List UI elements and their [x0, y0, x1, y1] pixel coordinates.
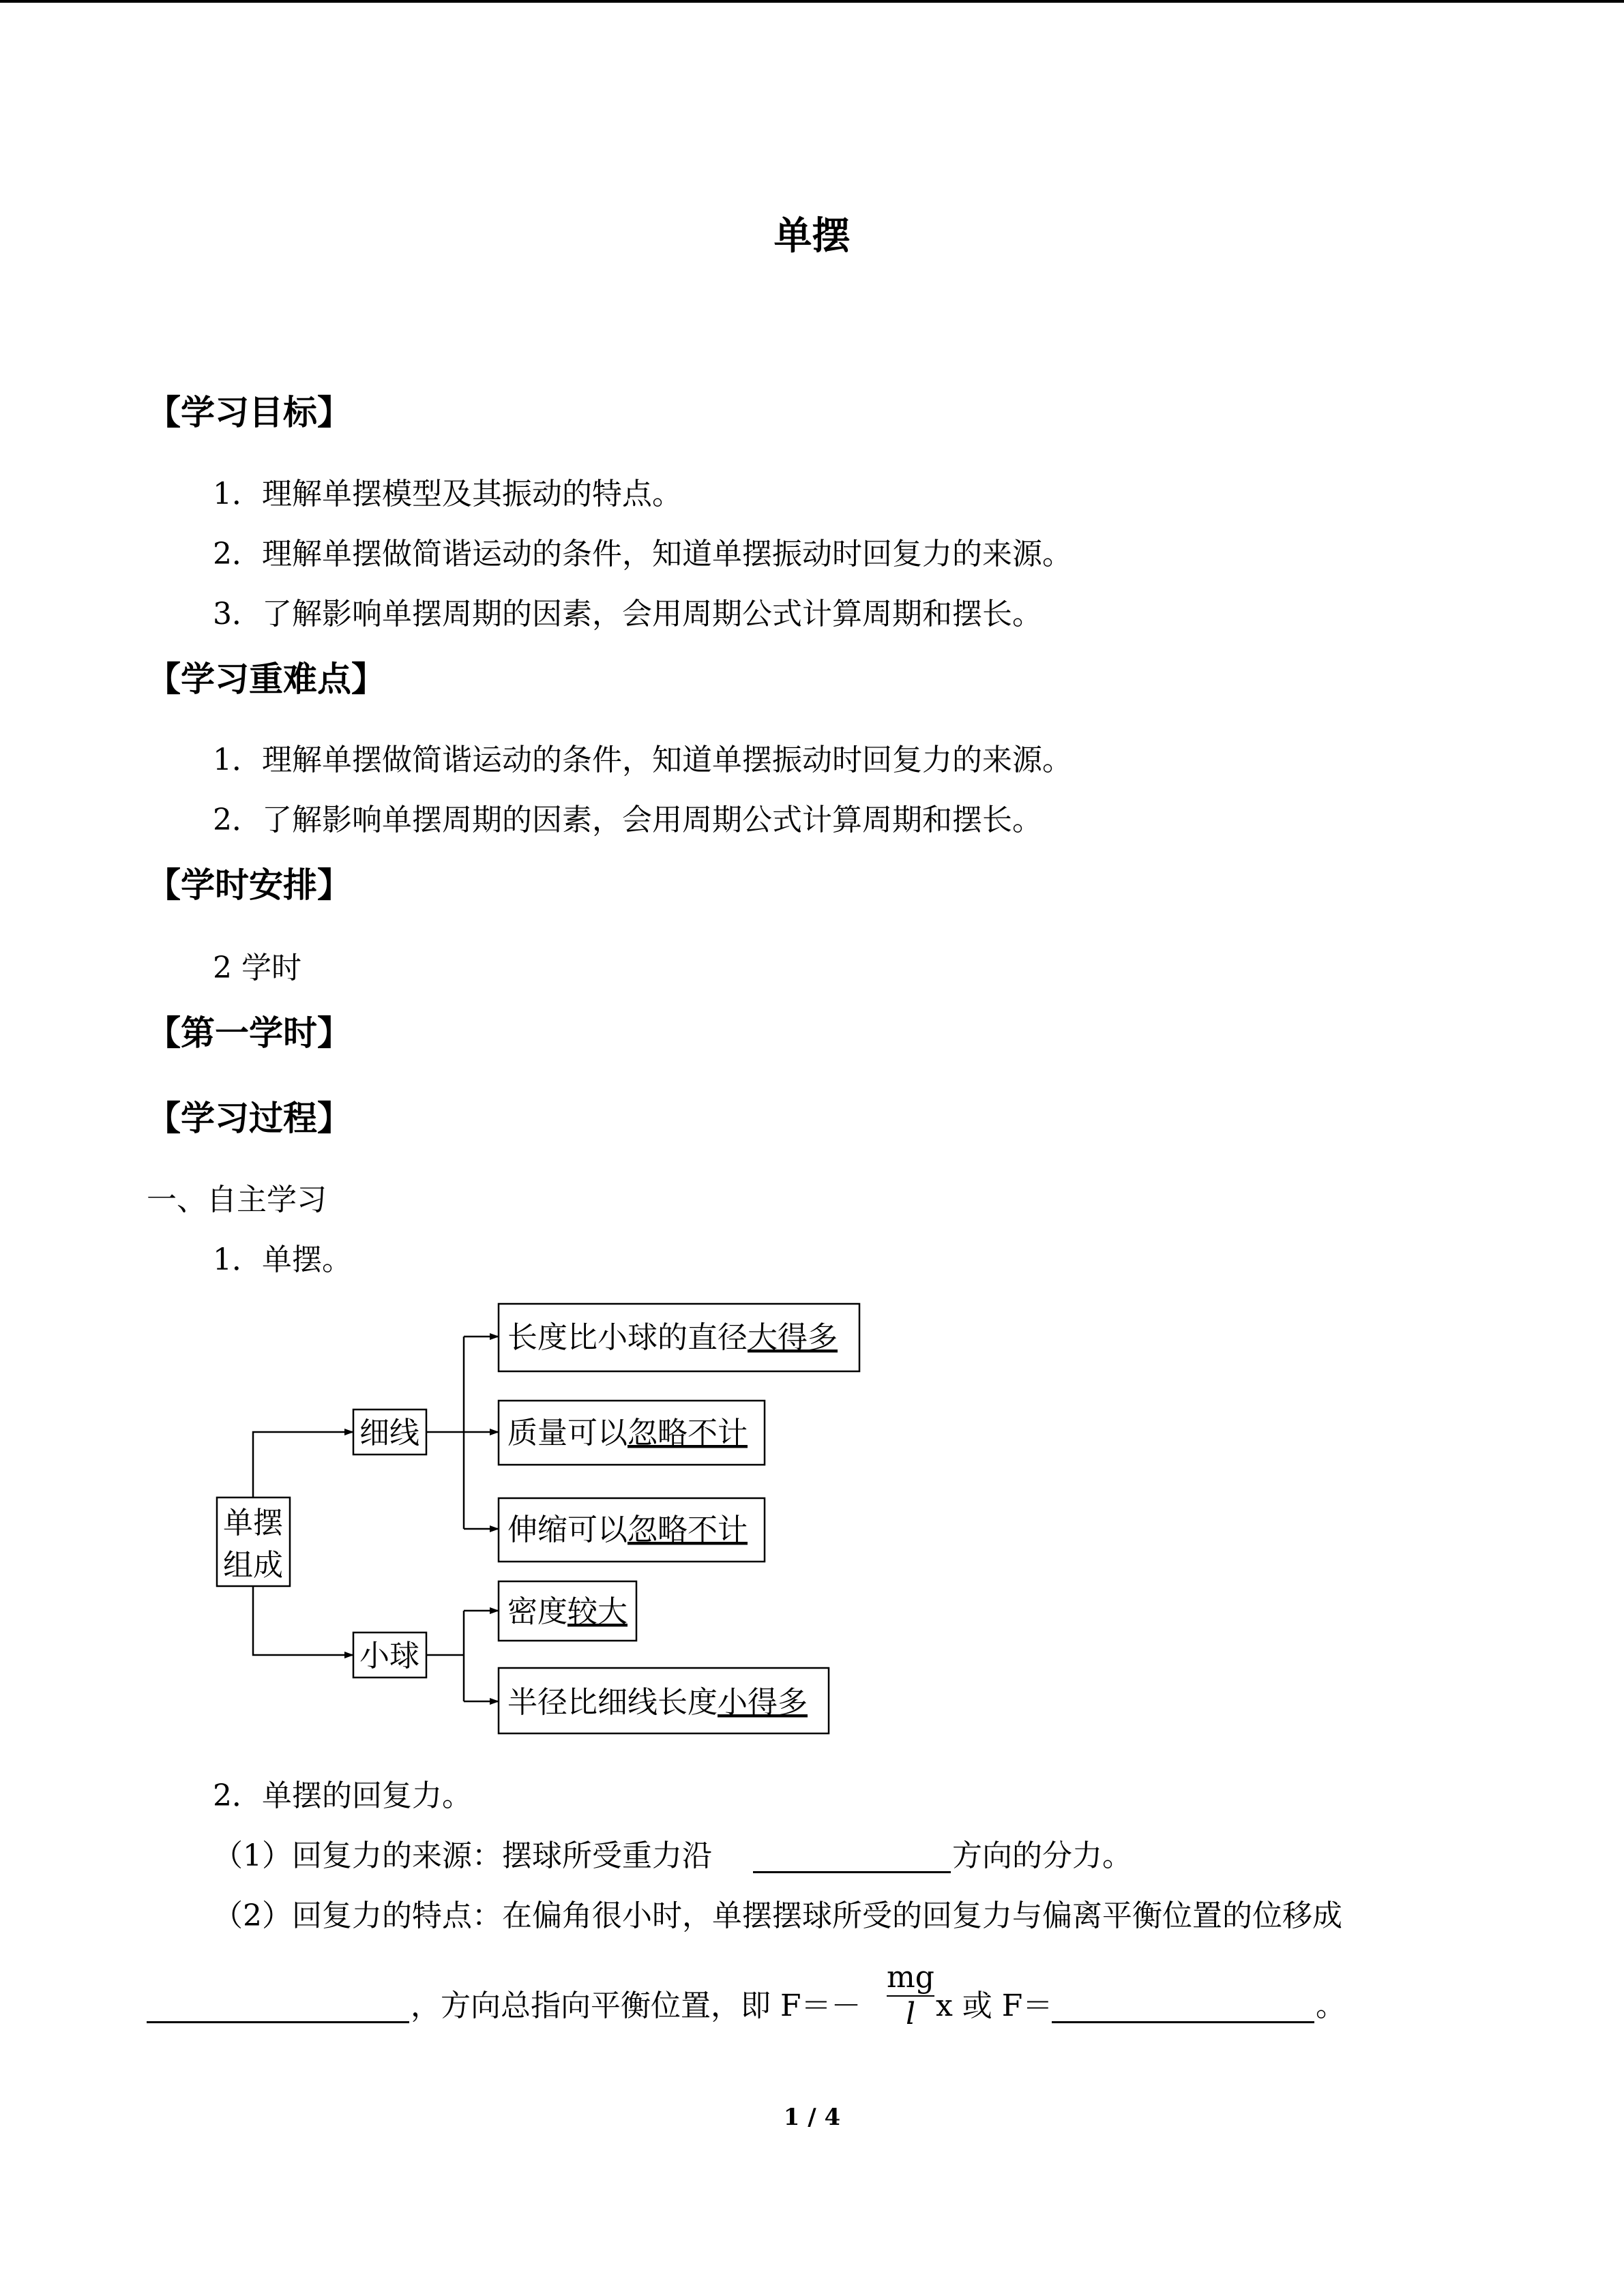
fraction	[887, 1960, 934, 2031]
key-point-2: 2．了解影响单摆周期的因素，会用周期公式计算周期和摆长。	[213, 803, 1042, 837]
thread-item-1: 长度比小球的直径大得多	[507, 1320, 838, 1355]
ball-item-1: 密度较大	[507, 1594, 628, 1629]
key-point-1: 1．理解单摆做简谐运动的条件，知道单摆振动时回复力的来源。	[213, 743, 1072, 777]
root-label-1: 单摆	[223, 1506, 283, 1540]
self-study-label: 一、自主学习	[147, 1182, 327, 1217]
sub1-prefix: （1）回复力的来源：摆球所受重力沿	[213, 1838, 712, 1873]
schedule-text: 2 学时	[213, 951, 301, 985]
sub2-mid: ，方向总指向平衡位置，即 F＝－	[411, 1988, 861, 2023]
page-number: 1 / 4	[783, 2104, 841, 2131]
objective-3: 3．了解影响单摆周期的因素，会用周期公式计算周期和摆长。	[213, 597, 1042, 631]
page-title: 单摆	[773, 213, 851, 258]
heading-objectives: 【学习目标】	[147, 392, 351, 432]
heading-key-points: 【学习重难点】	[147, 659, 385, 699]
root-label-2: 组成	[223, 1548, 283, 1583]
heading-schedule: 【学时安排】	[147, 865, 351, 905]
fraction-denominator: l	[887, 1995, 934, 2029]
sub1-suffix: 方向的分力。	[952, 1838, 1132, 1873]
root-to-ball-line	[253, 1586, 353, 1655]
ball-item-2: 半径比细线长度小得多	[507, 1685, 808, 1720]
sub2-line1: （2）回复力的特点：在偏角很小时，单摆摆球所受的回复力与偏离平衡位置的位移成	[213, 1898, 1342, 1933]
heading-first-period: 【第一学时】	[147, 1013, 351, 1053]
thread-label: 细线	[359, 1416, 419, 1450]
sub2-after: x 或 F＝	[936, 1988, 1053, 2023]
root-to-thread-line	[253, 1432, 353, 1497]
blank-1[interactable]	[753, 1871, 951, 1873]
blank-2[interactable]	[147, 2021, 409, 2023]
item-1-label: 1．单摆。	[213, 1242, 352, 1277]
ball-label: 小球	[359, 1639, 419, 1673]
objective-2: 2．理解单摆做简谐运动的条件，知道单摆振动时回复力的来源。	[213, 537, 1072, 571]
item-2-label: 2．单摆的回复力。	[213, 1778, 472, 1813]
heading-process: 【学习过程】	[147, 1098, 351, 1138]
fraction-numerator: mg	[887, 1960, 934, 1995]
objective-1: 1．理解单摆模型及其振动的特点。	[213, 477, 682, 511]
sub2-end: 。	[1316, 1988, 1346, 2023]
thread-item-3: 伸缩可以忽略不计	[507, 1512, 748, 1547]
thread-item-2: 质量可以忽略不计	[507, 1416, 748, 1450]
blank-3[interactable]	[1052, 2021, 1314, 2023]
